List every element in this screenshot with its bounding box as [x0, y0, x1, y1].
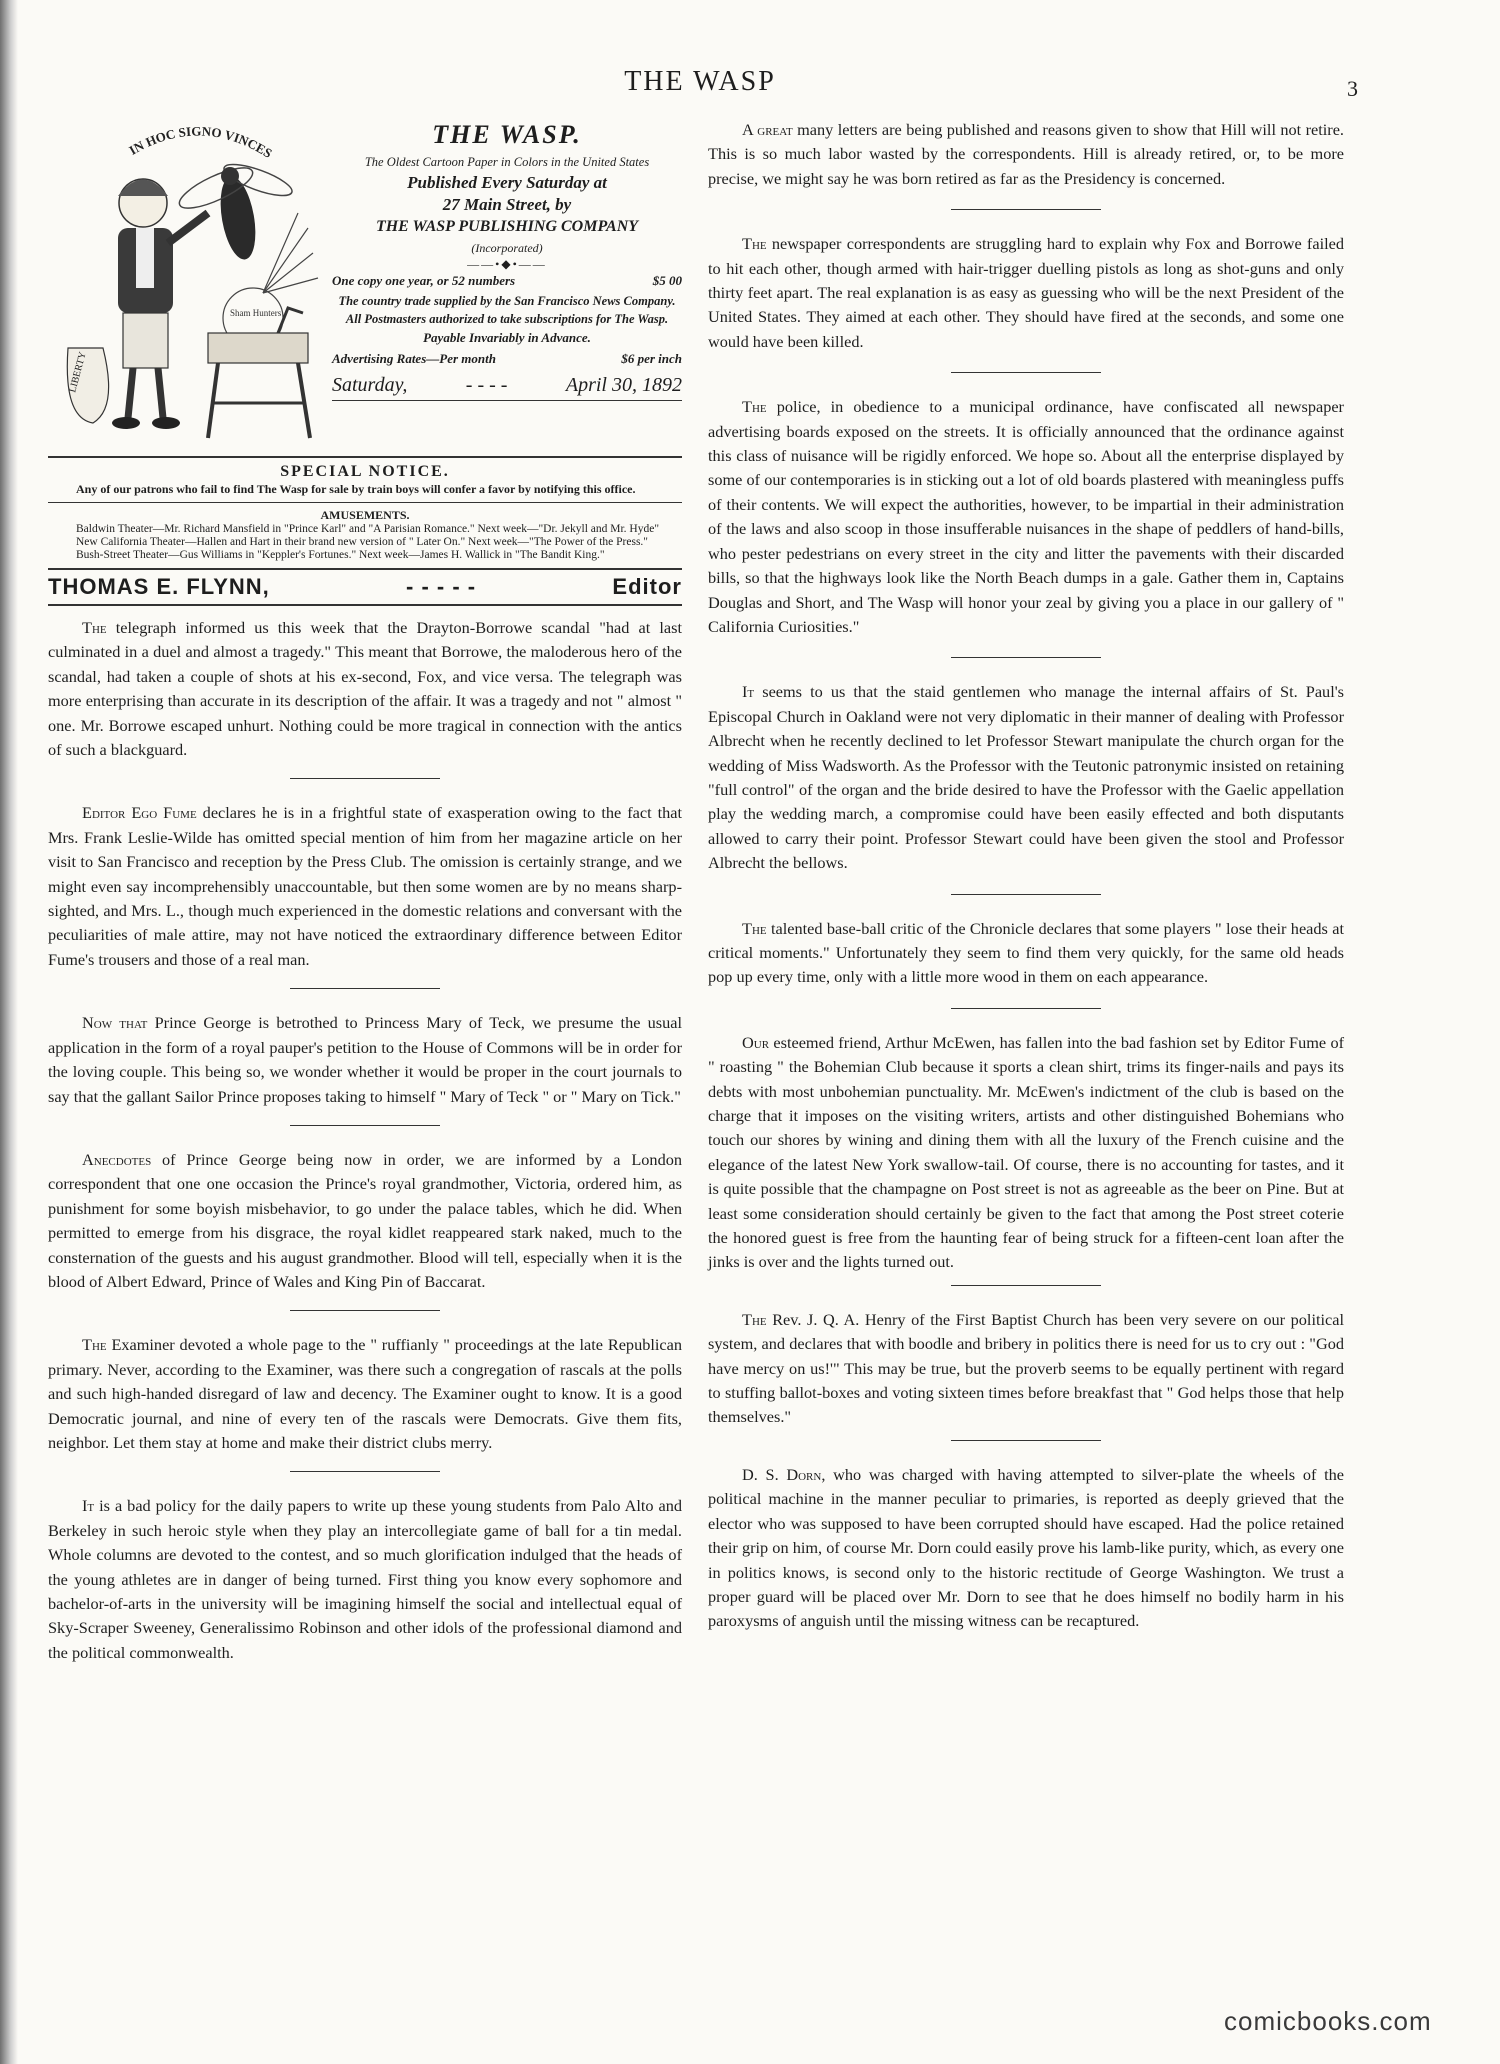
editorial-paragraph: Anecdotes of Prince George being now in order, we are informed by a London correspondent that one one occasion the Prince's royal grandmother, Victoria, ordered him, as punishment for some boyish misbehavior, to go under the palace tables, which he did. When permitted to emerge from his disgrace, the royal kidlet reappeared stark naked, much to the consternation of the guests and his august grandmother. Blood will tell, especially when it is the blood of Albert Edward, Prince of Wales and King Pin of Baccarat. [48, 1149, 682, 1291]
dateline-day: Saturday, [332, 374, 408, 396]
editorial-paragraph: The talented base-ball critic of the Chronicle declares that some players " lose their heads at critical moments." Unfortunately they seem to find them very quickly, for the same old heads pop up every time, only with a little more wood in them on each appearance. [708, 918, 1344, 987]
paragraph-separator [951, 657, 1101, 658]
masthead-incorporated: (Incorporated) [471, 241, 543, 255]
advertising-rate-value: $6 per inch [621, 351, 682, 366]
masthead-payable: Payable Invariably in Advance. [423, 330, 591, 345]
editorial-paragraph: The telegraph informed us this week that the Drayton-Borrowe scandal "had at last culminated in a duel and almost a tragedy." This meant that Borrowe, the maloderous hero of the scandal, had taken a couple of shots at his ex-second, Fox, and vice versa. The telegraph was more enterprising than accurate in its description of the affair. It was a tragedy and not " almost " one. Mr. Borrowe escaped unhurt. Nothing could be more tragical in connection with the antics of such a blackguard. [48, 618, 682, 760]
editorial-paragraph: D. S. Dorn, who was charged with having attempted to silver-plate the wheels of the political machine in the manner peculiar to primaries, is reported as deeply grieved that the elector who was supposed to have been corrupted should have escaped. Had the police retained their grip on him, of course Mr. Dorn could easily prove his lamb-like purity, which, as every one in politics knows, is second only to the historic rectitude of George Washington. We trust a proper guard will be placed over Mr. Dorn to see that he does himself no bodily harm in his paroxysms of anguish until the missing witness can be recaptured. [708, 1464, 1344, 1631]
paragraph-separator [951, 372, 1101, 373]
paragraph-separator [290, 1125, 440, 1126]
left-column [48, 118, 682, 1665]
paragraph-separator [290, 1471, 440, 1472]
editorial-paragraph: The police, in obedience to a municipal ordinance, have confiscated all newspaper advertising boards exposed on the streets. It is officially announced that the ordinance against this class of nuisance will be rigidly enforced. We hope so. About all the enterprise displayed by some of our contemporaries is in sticking out a lot of old boards plastered with meaningless puffs of their contents. We will expect the authorities, however, to be impartial in their administration of the laws and also scoop in those insufferable nuisances in the shape of peddlers of hand-bills, who pester pedestrians on every street in the city and litter the pavements with their discarded bills, so that the highways look like the North Beach dumps in a gale. Gather them in, Captains Douglas and Short, and The Wasp will honor your zeal by giving you a place in our gallery of " California Curiosities." [708, 397, 1344, 636]
masthead-title: THE WASP. [432, 120, 582, 149]
page-binding-shadow [0, 0, 18, 2064]
svg-text:IN HOC SIGNO VINCES [126, 123, 275, 160]
amusement-entry: Baldwin Theater—Mr. Richard Mansfield in "Prince Karl" and "A Parisian Romance." Next week—"Dr. Jekyll and Mr. Hyde" [76, 523, 660, 535]
editor-dashes: - - - - - [406, 574, 477, 599]
paragraph-separator [290, 1310, 440, 1311]
notice-top-rule [48, 456, 682, 458]
special-notice-body: Any of our patrons who fail to find The Wasp for sale by train boys will confer a favor by notifying this office. [76, 482, 636, 496]
advertising-rate [332, 348, 682, 370]
subscription-rate-label: One copy one year, or 52 numbers [332, 273, 516, 288]
editor-name: THOMAS E. FLYNN, [48, 574, 270, 599]
running-title: THE WASP [624, 66, 776, 97]
watermark: comicbooks.com [1224, 2006, 1432, 2036]
editor-role: Editor [612, 574, 682, 599]
editorial-paragraph: Now that Prince George is betrothed to Princess Mary of Teck, we presume the usual application in the form of a royal pauper's petition to the House of Commons will be in order for the loving couple. This being so, we wonder whether it would be proper in the court journals to say that the gallant Sailor Prince proposes taking to himself " Mary of Teck " or " Mary on Tick." [48, 1013, 683, 1106]
right-column [708, 118, 1344, 1634]
masthead-company: THE WASP PUBLISHING COMPANY [375, 218, 639, 235]
amusements-list [48, 523, 682, 562]
editorial-paragraph: The Rev. J. Q. A. Henry of the First Baptist Church has been very severe on our political system, and declares that with boodle and bribery in politics there is need for us to cry out : "God have mercy on us!'" This may be true, but the proverb seems to be equally pertinent with regard to stuffing ballot-boxes and voting sixteen times before breakfast that " God helps those that help themselves." [708, 1309, 1344, 1427]
masthead-tagline: The Oldest Cartoon Paper in Colors in the United States [364, 155, 650, 169]
subscription-rate [332, 270, 682, 292]
amusements-title: AMUSEMENTS. [320, 508, 410, 522]
paragraph-separator [951, 1440, 1101, 1441]
editorial-paragraph: It is a bad policy for the daily papers to write up these young students from Palo Alto and Berkeley in such heroic style when they play an intercollegiate game of ball for a tin medal. Whole columns are devoted to the contest, and so much glorification indulged that the heads of the young athletes are in danger of being turned. First thing you know every sophomore and bachelor-of-arts in the university will be imagining himself the social and intellectual equal of Sky-Scraper Sweeney, Generalissimo Robinson and other idols of the professional diamond and the political commonwealth. [48, 1496, 682, 1662]
paragraph-separator [951, 1008, 1101, 1009]
wasp-boy-cartoon-illustration [48, 118, 328, 453]
masthead-published: Published Every Saturday at [407, 173, 607, 192]
subscription-rate-value: $5 00 [652, 273, 682, 288]
paragraph-separator [290, 988, 440, 989]
masthead [48, 118, 682, 456]
editorial-paragraph: Our esteemed friend, Arthur McEwen, has fallen into the bad fashion set by Editor Fume of " roasting " the Bohemian Club because it sports a clean shirt, trims its finger-nails and pays its debts with most unbohemian punctuality. Mr. McEwen's indictment of the club is based on the charge that it imposes on the visiting writers, artists and other distinguished Bohemians who touch our shores by wining and dining them with all the luxury of the French cuisine and the elegance of the latest New York swallow-tail. Of course, there is no accounting for tastes, and it is quite possible that the champagne on Post street is not as agreeable as the beer on Pine. But at least some consideration should certainly be given to the fact that among the Post street coterie the honored guest is free from the haunting fear of being struck for a fifteen-cent loan after the jinks is over and the lights turned out. [708, 1032, 1345, 1272]
editorial-paragraph: The newspaper correspondents are struggling hard to explain why Fox and Borrowe failed to hit each other, though armed with hair-trigger duelling pistols as long as shot-guns and only thirty feet apart. The real explanation is as easy as guessing who will be the next President of the United States. They aimed at each other. They should have fired at the seconds, and some one would have been killed. [708, 234, 1344, 351]
advertising-rate-label: Advertising Rates—Per month [332, 351, 496, 366]
paragraph-separator [951, 209, 1101, 210]
masthead-address: 27 Main Street, by [442, 195, 572, 214]
dateline-date: April 30, 1892 [565, 374, 682, 396]
amusement-entry: New California Theater—Hallen and Hart in their brand new version of " Later On." Next week—"The Power of the Press." [76, 536, 648, 548]
masthead-dateline [332, 370, 682, 401]
page-number: 3 [1347, 76, 1358, 101]
dateline-dashes: - - - - [465, 374, 508, 396]
editorial-paragraph: It seems to us that the staid gentlemen who manage the internal affairs of St. Paul's Episcopal Church in Oakland were not very diplomatic in their manner of dealing with Professor Albrecht when he recently declined to let Professor Stewart manipulate the church organ for the wedding of Miss Wadsworth. As the Professor with the Teutonic patronymic insisted on retaining "full control" of the organ and the bride desired to have the Professor with the Gaelic appellation play the wedding march, a compromise could have been easily effected and both disputants allowed to carry their point. Professor Stewart could have been given the stool and Professor Albrecht the bellows. [708, 682, 1344, 873]
amusements-top-rule [48, 502, 682, 503]
amusement-entry: Bush-Street Theater—Gus Williams in "Keppler's Fortunes." Next week—James H. Wallick in "The Bandit King." [76, 549, 605, 561]
cartoon-bag-label: LIBERTY [67, 350, 89, 394]
paragraph-separator [951, 1285, 1101, 1286]
cartoon-sign-label: Sham Hunters [230, 308, 282, 318]
editor-line [48, 568, 682, 606]
masthead-info [332, 118, 682, 401]
editorial-paragraph: A great many letters are being published and reasons given to show that Hill will not retire. This is so much labor wasted by the correspondents. Hill is already retired, or, to be more precise, we might say he was born retired as far as the Presidency is concerned. [708, 120, 1345, 188]
cartoon-motto: IN HOC SIGNO VINCES [126, 123, 275, 161]
masthead-country-trade: The country trade supplied by the San Francisco News Company. All Postmasters authorized to take subscriptions for The Wasp. [338, 294, 676, 326]
editorial-paragraph: Editor Ego Fume declares he is in a frightful state of exasperation owing to the fact that Mrs. Frank Leslie-Wilde has omitted special mention of him from her magazine article on her visit to San Francisco and reception by the Press Club. The omission is certainly strange, and we might even say incomprehensibly unaccountable, but then some women are by no means sharp-sighted, and Mrs. L., though much experienced in the domestic relations and conversant with the peculiarities of male attire, may not have noticed the extraordinary difference between Editor Fume's trousers and those of a real man. [48, 803, 683, 969]
special-notice-title: SPECIAL NOTICE. [280, 463, 450, 480]
masthead-separator: ——•◆•—— [467, 257, 547, 271]
paragraph-separator [290, 778, 440, 779]
paragraph-separator [951, 894, 1101, 895]
editorial-paragraph: The Examiner devoted a whole page to the " ruffianly " proceedings at the late Republican primary. Never, according to the Examiner, was there such a congregation of rascals at the polls and such high-handed disregard of law and decency. The Examiner ought to know. It is a good Democratic journal, and nine of every ten of the rascals were Democrats. Give them fits, neighbor. Let them stay at home and make their district clubs merry. [48, 1335, 682, 1452]
